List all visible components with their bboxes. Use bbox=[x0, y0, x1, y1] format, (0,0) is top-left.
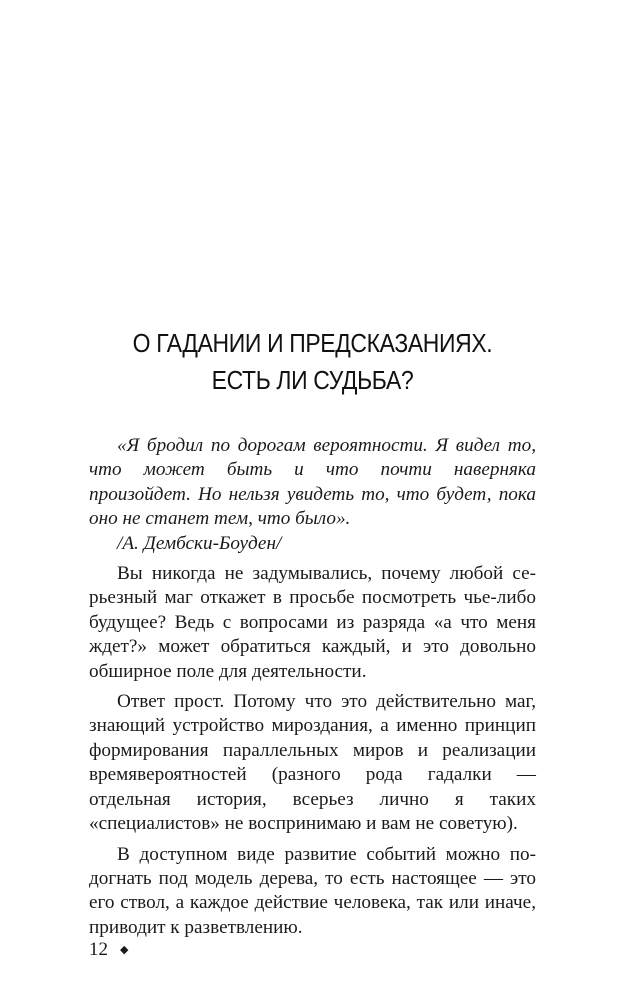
chapter-title-line-1: О ГАДАНИИ И ПРЕДСКАЗАНИЯХ. bbox=[132, 330, 493, 358]
page-number: 12 bbox=[89, 939, 108, 960]
body-text bbox=[89, 434, 536, 940]
paragraph-2: Ответ прост. Потому что это действительно маг, знающий устройство мироздания, а именно принцип формирования параллельных миров и реализации времявероятностей (разного рода гадалки — отдельная история, всерьез лично я таких «специалистов» не воспринимаю и вам не советую). bbox=[89, 691, 536, 835]
epigraph-author: /А. Дембски-Боуден/ bbox=[117, 532, 282, 554]
page-footer bbox=[89, 938, 128, 964]
diamond-ornament-icon: ◆ bbox=[120, 944, 129, 956]
chapter-title bbox=[31, 326, 594, 400]
chapter-title-line-2: ЕСТЬ ЛИ СУДЬБА? bbox=[211, 367, 414, 395]
epigraph bbox=[89, 434, 536, 556]
paragraph-3: В доступном виде развитие событий можно подогнать под модель дерева, то есть настоящее — это его ствол, а каждое действие человека, так или иначе, приводит к разветвлению. bbox=[89, 843, 536, 938]
epigraph-quote: «Я бродил по дорогам вероятности. Я видел то, что может быть и что почти наверняка произойдет. Но нельзя увидеть то, что будет, пока оно не станет тем, что было». bbox=[89, 435, 536, 530]
paragraph-1: Вы никогда не задумывались, почему любой серьезный маг откажет в просьбе посмотреть чье-либо будущее? Ведь с вопросами из разряда «а что меня ждет?» может обратиться каждый, и это довольно обширное поле для деятельности. bbox=[89, 563, 536, 682]
